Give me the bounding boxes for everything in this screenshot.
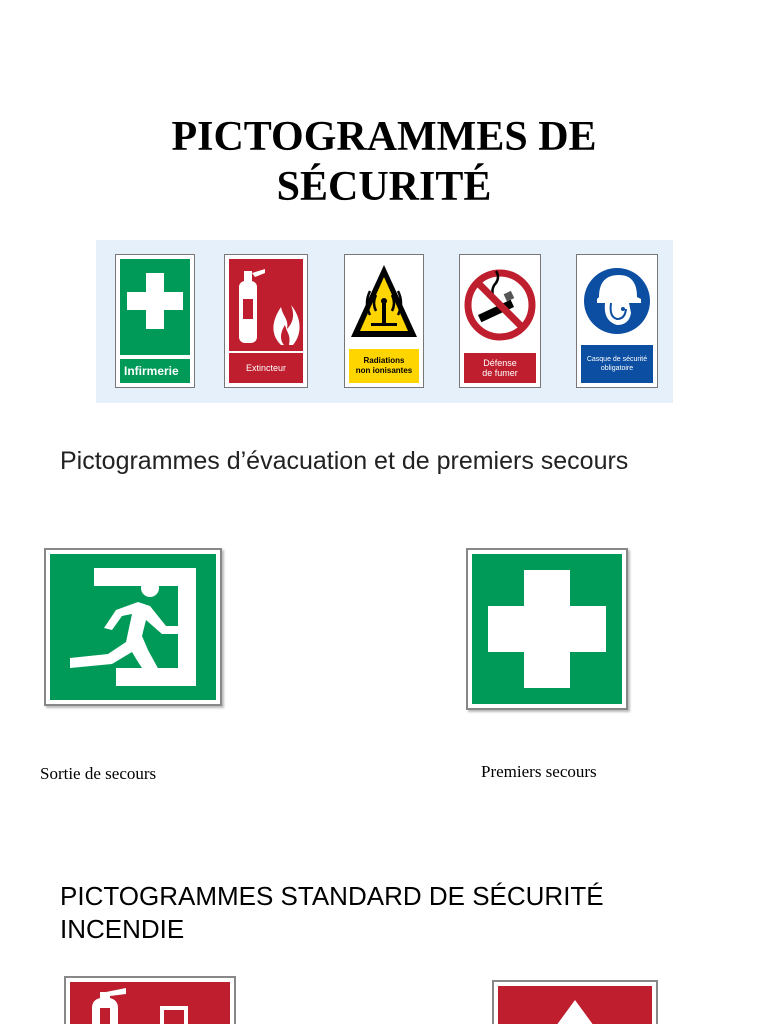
safety-helmet-sign: [576, 254, 658, 388]
page-title-line-2: SÉCURITÉ: [276, 164, 492, 210]
first-aid-cross-icon: [120, 259, 190, 355]
non-ionizing-radiation-sign: [344, 254, 424, 388]
radiation-sign-label-line-1: Radiations: [363, 356, 405, 365]
fire-extinguisher-icon: [66, 978, 234, 1024]
helmet-sign-label: [581, 345, 653, 383]
first-aid-cross-icon: [468, 550, 626, 708]
first-aid-sign: [466, 548, 628, 710]
page-title: [0, 112, 768, 212]
no-smoking-sign-label: [464, 353, 536, 383]
page-title-line-1: PICTOGRAMMES DE: [171, 114, 597, 160]
emergency-exit-sign: [44, 548, 222, 706]
helmet-mandatory-icon: [581, 259, 653, 343]
helmet-sign-label-line-1: Casque de sécurité: [586, 356, 648, 363]
arrow-up-icon: [494, 982, 656, 1024]
infirmary-sign-label: Infirmerie: [120, 359, 190, 383]
fire-extinguisher-sign-partial: [64, 976, 236, 1024]
first-aid-caption: Premiers secours: [481, 762, 597, 781]
extinguisher-sign-label: Extincteur: [229, 353, 303, 383]
no-smoking-icon: [464, 259, 536, 351]
helmet-sign-label-line-2: obligatoire: [600, 365, 634, 372]
fire-direction-arrow-sign-partial: [492, 980, 658, 1024]
radiation-sign-label: [349, 349, 419, 383]
emergency-exit-caption: Sortie de secours: [40, 764, 157, 783]
radiation-warning-icon: [349, 259, 419, 347]
fire-safety-section-heading: PICTOGRAMMES STANDARD DE SÉCURITÉ INCENDIE: [60, 881, 604, 944]
radiation-sign-label-line-2: non ionisantes: [355, 366, 413, 375]
no-smoking-sign: [459, 254, 541, 388]
infirmary-sign: [115, 254, 195, 388]
running-man-exit-icon: [46, 550, 220, 704]
no-smoking-sign-label-line-1: Défense: [483, 358, 517, 368]
fire-extinguisher-icon: [229, 259, 303, 351]
evacuation-section-heading: Pictogrammes d’évacuation et de premiers secours: [60, 447, 629, 475]
no-smoking-sign-label-line-2: de fumer: [482, 368, 518, 378]
extinguisher-sign: [224, 254, 308, 388]
safety-signs-banner: [96, 240, 673, 403]
